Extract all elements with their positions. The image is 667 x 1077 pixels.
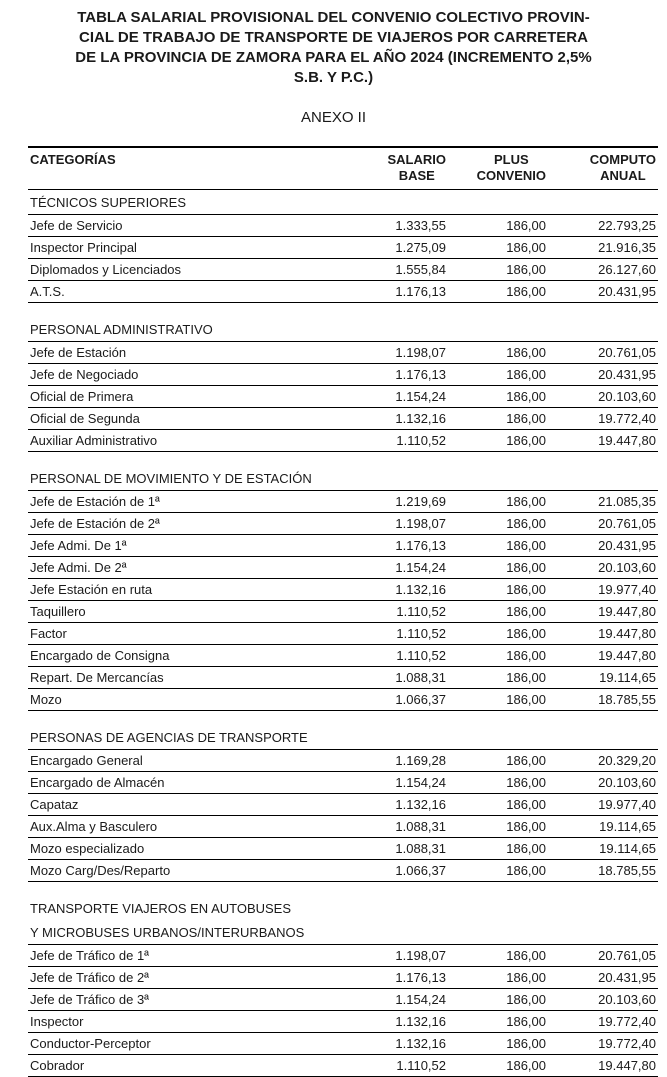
cell-category: Jefe de Tráfico de 1ª (28, 945, 358, 967)
cell-category: Factor (28, 623, 358, 645)
cell-plus-convenio: 186,00 (448, 667, 548, 689)
table-header (28, 147, 658, 190)
cell-computo-anual: 19.114,65 (548, 816, 658, 838)
spacer-cell (28, 303, 658, 318)
cell-plus-convenio: 186,00 (448, 623, 548, 645)
cell-salario-base: 1.333,55 (358, 215, 448, 237)
table-row (28, 259, 658, 281)
table-row (28, 689, 658, 711)
cell-salario-base: 1.132,16 (358, 579, 448, 601)
cell-plus-convenio: 186,00 (448, 535, 548, 557)
cell-category: Jefe Estación en ruta (28, 579, 358, 601)
cell-salario-base: 1.066,37 (358, 689, 448, 711)
section-title: Y MICROBUSES URBANOS/INTERURBANOS (28, 920, 658, 945)
cell-category: Conductor-Perceptor (28, 1033, 358, 1055)
cell-plus-convenio: 186,00 (448, 772, 548, 794)
table-row (28, 491, 658, 513)
cell-plus-convenio: 186,00 (448, 816, 548, 838)
cell-salario-base: 1.110,52 (358, 1055, 448, 1077)
table-row (28, 513, 658, 535)
cell-computo-anual: 20.103,60 (548, 386, 658, 408)
header-computo-line-2: ANUAL (600, 168, 646, 183)
cell-category: Jefe Admi. De 1ª (28, 535, 358, 557)
cell-plus-convenio: 186,00 (448, 1033, 548, 1055)
column-header-computo-anual (548, 147, 658, 190)
cell-computo-anual: 20.103,60 (548, 989, 658, 1011)
cell-category: Inspector (28, 1011, 358, 1033)
cell-category: Jefe de Servicio (28, 215, 358, 237)
table-row (28, 623, 658, 645)
cell-salario-base: 1.110,52 (358, 645, 448, 667)
section-spacer (28, 452, 658, 467)
cell-computo-anual: 19.447,80 (548, 1055, 658, 1077)
cell-category: Jefe de Negociado (28, 364, 358, 386)
cell-salario-base: 1.154,24 (358, 772, 448, 794)
section-title-row (28, 725, 658, 750)
column-header-salario-base (358, 147, 448, 190)
section-title: PERSONAS DE AGENCIAS DE TRANSPORTE (28, 725, 658, 750)
cell-salario-base: 1.219,69 (358, 491, 448, 513)
cell-salario-base: 1.110,52 (358, 430, 448, 452)
title-line-3: DE LA PROVINCIA DE ZAMORA PARA EL AÑO 2024 (INCREMENTO 2,5% (75, 49, 592, 66)
cell-computo-anual: 18.785,55 (548, 689, 658, 711)
cell-plus-convenio: 186,00 (448, 1011, 548, 1033)
cell-category: Mozo especializado (28, 838, 358, 860)
cell-salario-base: 1.198,07 (358, 513, 448, 535)
header-plus-line-2: CONVENIO (476, 168, 546, 183)
section-title: PERSONAL ADMINISTRATIVO (28, 317, 658, 342)
cell-computo-anual: 19.447,80 (548, 645, 658, 667)
section-title: TRANSPORTE VIAJEROS EN AUTOBUSES (30, 901, 292, 916)
salary-table (28, 146, 658, 1077)
section-title-row (28, 190, 658, 215)
cell-category: A.T.S. (28, 281, 358, 303)
cell-computo-anual: 20.103,60 (548, 557, 658, 579)
cell-category: Diplomados y Licenciados (28, 259, 358, 281)
table-row (28, 772, 658, 794)
table-row (28, 342, 658, 364)
cell-salario-base: 1.132,16 (358, 1011, 448, 1033)
column-header-categorias: CATEGORÍAS (28, 147, 358, 190)
cell-plus-convenio: 186,00 (448, 237, 548, 259)
cell-salario-base: 1.198,07 (358, 342, 448, 364)
cell-salario-base: 1.176,13 (358, 364, 448, 386)
cell-salario-base: 1.198,07 (358, 945, 448, 967)
section-title-row (28, 466, 658, 491)
table-row (28, 945, 658, 967)
cell-computo-anual: 20.761,05 (548, 513, 658, 535)
cell-computo-anual: 19.447,80 (548, 601, 658, 623)
cell-computo-anual: 21.085,35 (548, 491, 658, 513)
section-title-row (28, 317, 658, 342)
cell-category: Encargado de Consigna (28, 645, 358, 667)
cell-plus-convenio: 186,00 (448, 215, 548, 237)
cell-plus-convenio: 186,00 (448, 989, 548, 1011)
cell-category: Jefe de Tráfico de 3ª (28, 989, 358, 1011)
cell-plus-convenio: 186,00 (448, 259, 548, 281)
cell-computo-anual: 19.447,80 (548, 623, 658, 645)
cell-salario-base: 1.176,13 (358, 967, 448, 989)
table-row (28, 557, 658, 579)
cell-category: Encargado de Almacén (28, 772, 358, 794)
section-title: TÉCNICOS SUPERIORES (28, 190, 658, 215)
spacer-cell (28, 882, 658, 897)
cell-computo-anual: 18.785,55 (548, 860, 658, 882)
cell-category: Jefe de Estación de 1ª (28, 491, 358, 513)
section-title: PERSONAL DE MOVIMIENTO Y DE ESTACIÓN (28, 466, 658, 491)
table-row (28, 1055, 658, 1077)
title-line-4: S.B. Y P.C.) (293, 69, 374, 86)
document-title (14, 8, 654, 88)
cell-computo-anual: 21.916,35 (548, 237, 658, 259)
title-line-1: TABLA SALARIAL PROVISIONAL DEL CONVENIO COLECTIVO PROVIN- (77, 9, 590, 26)
cell-category: Cobrador (28, 1055, 358, 1077)
table-row (28, 645, 658, 667)
cell-salario-base: 1.154,24 (358, 557, 448, 579)
header-plus-line-1: PLUS (493, 152, 529, 167)
cell-plus-convenio: 186,00 (448, 491, 548, 513)
cell-computo-anual: 19.772,40 (548, 1011, 658, 1033)
cell-category: Jefe de Estación de 2ª (28, 513, 358, 535)
cell-salario-base: 1.066,37 (358, 860, 448, 882)
cell-salario-base: 1.132,16 (358, 794, 448, 816)
cell-computo-anual: 22.793,25 (548, 215, 658, 237)
cell-category: Taquillero (28, 601, 358, 623)
cell-computo-anual: 20.431,95 (548, 281, 658, 303)
cell-computo-anual: 20.761,05 (548, 945, 658, 967)
cell-plus-convenio: 186,00 (448, 513, 548, 535)
cell-salario-base: 1.110,52 (358, 623, 448, 645)
cell-salario-base: 1.132,16 (358, 408, 448, 430)
cell-category: Mozo Carg/Des/Reparto (28, 860, 358, 882)
spacer-cell (28, 452, 658, 467)
cell-salario-base: 1.555,84 (358, 259, 448, 281)
cell-computo-anual: 20.431,95 (548, 364, 658, 386)
cell-plus-convenio: 186,00 (448, 967, 548, 989)
cell-category: Aux.Alma y Basculero (28, 816, 358, 838)
cell-computo-anual: 19.447,80 (548, 430, 658, 452)
table-row (28, 967, 658, 989)
cell-category: Oficial de Primera (28, 386, 358, 408)
table-row (28, 601, 658, 623)
cell-plus-convenio: 186,00 (448, 281, 548, 303)
cell-plus-convenio: 186,00 (448, 386, 548, 408)
section-spacer (28, 711, 658, 726)
cell-salario-base: 1.275,09 (358, 237, 448, 259)
cell-computo-anual: 20.431,95 (548, 535, 658, 557)
cell-computo-anual: 19.977,40 (548, 579, 658, 601)
cell-computo-anual: 19.114,65 (548, 838, 658, 860)
cell-category: Repart. De Mercancías (28, 667, 358, 689)
cell-plus-convenio: 186,00 (448, 750, 548, 772)
cell-computo-anual: 19.977,40 (548, 794, 658, 816)
table-row (28, 237, 658, 259)
cell-category: Oficial de Segunda (28, 408, 358, 430)
table-row (28, 750, 658, 772)
cell-salario-base: 1.169,28 (358, 750, 448, 772)
section-title-row (28, 920, 658, 945)
header-computo-line-1: COMPUTO (589, 152, 656, 167)
cell-category: Inspector Principal (28, 237, 358, 259)
table-row (28, 1011, 658, 1033)
cell-salario-base: 1.088,31 (358, 667, 448, 689)
table-row (28, 989, 658, 1011)
table-row (28, 364, 658, 386)
cell-category: Jefe Admi. De 2ª (28, 557, 358, 579)
table-row (28, 386, 658, 408)
table-row (28, 794, 658, 816)
table-row (28, 535, 658, 557)
cell-salario-base: 1.176,13 (358, 535, 448, 557)
cell-plus-convenio: 186,00 (448, 557, 548, 579)
cell-salario-base: 1.176,13 (358, 281, 448, 303)
table-row (28, 816, 658, 838)
title-line-2: CIAL DE TRABAJO DE TRANSPORTE DE VIAJEROS POR CARRETERA (79, 29, 588, 46)
cell-computo-anual: 19.772,40 (548, 1033, 658, 1055)
cell-plus-convenio: 186,00 (448, 645, 548, 667)
cell-computo-anual: 26.127,60 (548, 259, 658, 281)
cell-plus-convenio: 186,00 (448, 342, 548, 364)
cell-salario-base: 1.088,31 (358, 816, 448, 838)
table-row (28, 281, 658, 303)
cell-salario-base: 1.132,16 (358, 1033, 448, 1055)
cell-salario-base: 1.154,24 (358, 386, 448, 408)
cell-plus-convenio: 186,00 (448, 945, 548, 967)
header-salario-line-1: SALARIO (387, 152, 446, 167)
cell-plus-convenio: 186,00 (448, 838, 548, 860)
section-spacer (28, 882, 658, 897)
cell-salario-base: 1.154,24 (358, 989, 448, 1011)
cell-category: Auxiliar Administrativo (28, 430, 358, 452)
header-salario-line-2: BASE (398, 168, 435, 183)
spacer-cell (28, 711, 658, 726)
cell-plus-convenio: 186,00 (448, 364, 548, 386)
cell-salario-base: 1.110,52 (358, 601, 448, 623)
section-title-row (28, 896, 658, 920)
cell-category: Encargado General (28, 750, 358, 772)
cell-category: Mozo (28, 689, 358, 711)
column-header-plus-convenio (448, 147, 548, 190)
cell-computo-anual: 20.431,95 (548, 967, 658, 989)
cell-computo-anual: 19.772,40 (548, 408, 658, 430)
table-row (28, 215, 658, 237)
cell-plus-convenio: 186,00 (448, 860, 548, 882)
header-row (28, 147, 658, 190)
table-body (28, 190, 658, 1077)
table-row (28, 667, 658, 689)
cell-plus-convenio: 186,00 (448, 579, 548, 601)
table-row (28, 579, 658, 601)
section-spacer (28, 303, 658, 318)
cell-computo-anual: 20.103,60 (548, 772, 658, 794)
cell-plus-convenio: 186,00 (448, 1055, 548, 1077)
annex-title: ANEXO II (300, 109, 367, 126)
cell-salario-base: 1.088,31 (358, 838, 448, 860)
cell-computo-anual: 19.114,65 (548, 667, 658, 689)
cell-category: Jefe de Estación (28, 342, 358, 364)
table-row (28, 1033, 658, 1055)
cell-plus-convenio: 186,00 (448, 408, 548, 430)
cell-plus-convenio: 186,00 (448, 601, 548, 623)
cell-plus-convenio: 186,00 (448, 689, 548, 711)
table-row (28, 838, 658, 860)
cell-category: Jefe de Tráfico de 2ª (28, 967, 358, 989)
cell-category: Capataz (28, 794, 358, 816)
table-row (28, 860, 658, 882)
table-row (28, 408, 658, 430)
cell-plus-convenio: 186,00 (448, 430, 548, 452)
cell-computo-anual: 20.761,05 (548, 342, 658, 364)
cell-plus-convenio: 186,00 (448, 794, 548, 816)
table-row (28, 430, 658, 452)
cell-computo-anual: 20.329,20 (548, 750, 658, 772)
